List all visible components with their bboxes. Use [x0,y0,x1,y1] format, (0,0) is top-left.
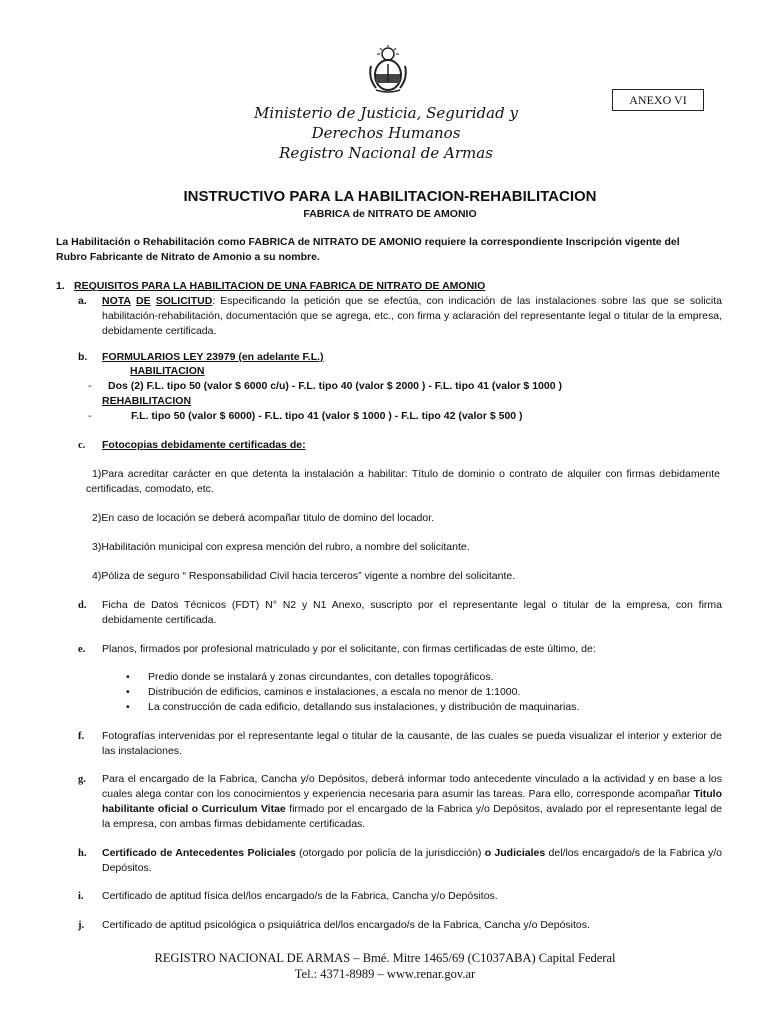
item-h-mid: (otorgado por policía de la jurisdicción) [295,847,485,859]
item-g-text [102,772,722,832]
item-j-text: Certificado de aptitud psicológica o psiquiátrica del/los encargado/s de la Fabrica, Cancha y/o Depósitos. [102,919,590,931]
item-h-bold1: Certificado de Antecedentes Policiales [102,847,296,859]
item-h-text [102,846,722,876]
annex-label: ANEXO VI [629,93,687,107]
item-b-letter: b. [78,351,88,363]
coat-of-arms-icon [366,44,410,94]
page-title: INSTRUCTIVO PARA LA HABILITACION-REHABILITACION [183,188,597,205]
ministry-line3: Registro Nacional de Armas [279,144,493,162]
item-e-letter: e. [78,644,86,655]
page-subtitle: FABRICA de NITRATO DE AMONIO [303,208,477,220]
ministry-line2: Derechos Humanos [311,124,461,142]
item-a-text [102,294,722,339]
item-a-letter: a. [78,295,87,307]
item-d-letter: d. [78,600,87,611]
item-e-bullet: • Distribución de edificios, caminos e instalaciones, a escala no menor de 1:1000. [126,685,716,700]
item-b-rehab-label: REHABILITACION [102,395,192,407]
item-e-bullet: • La construcción de cada edificio, detallando sus instalaciones, y distribución de maquinarias. [126,700,716,715]
item-e-bullets [126,670,716,715]
item-f-letter: f. [78,731,85,742]
item-b-hab-label: HABILITACION [130,365,205,377]
item-b-heading: FORMULARIOS LEY 23979 (en adelante F.L.) [102,351,324,363]
ministry-line1: Ministerio de Justicia, Seguridad y [254,104,518,122]
item-c-p4: 4)Póliza de seguro “ Responsabilidad Civil hacia terceros” vigente a nombre del solicitante. [92,570,516,582]
item-c-p2: 2)En caso de locación se deberá acompañar titulo de domino del locador. [92,512,435,524]
item-g-bold: Titulo habilitante oficial o Curriculum Vitae [102,788,722,815]
item-h-letter: h. [78,848,87,859]
item-a-de: DE [136,295,151,307]
footer-line2: Tel.: 4371-8989 – www.renar.gov.ar [294,967,476,981]
item-f-text: Fotografías intervenidas por el representante legal o titular de la causante, de las cuales se pueda visualizar el interior y exterior de las instalaciones. [102,730,722,757]
item-i-text: Certificado de aptitud física del/los encargado/s de la Fabrica, Cancha y/o Depósitos. [102,890,498,902]
item-b-hab-line: Dos (2) F.L. tipo 50 (valor $ 6000 c/u) - F.L. tipo 40 (valor $ 2000 ) - F.L. tipo 41 (valor $ 1000 ) [108,380,562,392]
section1-heading: REQUISITOS PARA LA HABILITACION DE UNA FABRICA DE NITRATO DE AMONIO [74,280,486,292]
item-b-rehab-dash: - [88,410,92,422]
item-b-hab-dash: - [88,380,92,392]
item-d-text: Ficha de Datos Técnicos (FDT) N° N2 y N1 Anexo, suscripto por el representante legal o titular de la empresa, con firma debidamente certificada. [102,599,722,626]
item-c-letter: c. [78,440,86,451]
item-g-letter: g. [78,774,86,785]
item-h-end: del/los encargado/s de la Fabrica y/o Depósitos. [102,847,722,874]
item-j-letter: j. [78,920,85,931]
item-c-heading: Fotocopias debidamente certificadas de: [102,439,306,451]
item-g-text-after: firmado por el encargado de la Fabrica y/o Depósitos, avalado por el representante legal de la empresa, con ambas firmas debidamente certificadas. [102,803,723,830]
item-c-p3: 3)Habilitación municipal con expresa mención del rubro, a nombre del solicitante. [92,541,470,553]
item-g-text-before: Para el encargado de la Fabrica, Cancha y/o Depósitos, deberá informar todo antecedente vinculado a la actividad y en base a los cuales alega contar con los conocimientos y experiencia necesaria para asumir las tareas. Para ello, corresponde acompañar [102,773,722,800]
intro-paragraph: La Habilitación o Rehabilitación como FABRICA de NITRATO DE AMONIO requiere la correspondiente Inscripción vigente del Rubro Fabricante de Nitrato de Amonio a su nombre. [56,236,680,263]
item-i-letter: i. [78,891,84,902]
item-a-solicitud: SOLICITUD [155,295,213,307]
item-e-text: Planos, firmados por profesional matriculado y por el solicitante, con firmas certificadas de este último, de: [102,643,596,655]
item-h-bold2: o Judiciales [484,847,546,859]
item-a-nota: NOTA [102,295,131,307]
item-c-p1: 1)Para acreditar carácter en que detenta la instalación a habilitar: Título de dominio o contrato de alquiler con firmas debidamente certificadas, comodato, etc. [86,468,720,495]
annex-box [612,89,704,111]
footer-line1: REGISTRO NACIONAL DE ARMAS – Bmé. Mitre 1465/69 (C1037ABA) Capital Federal [154,951,616,965]
item-b-rehab-line: F.L. tipo 50 (valor $ 6000) - F.L. tipo 41 (valor $ 1000 ) - F.L. tipo 42 (valor $ 500 ) [131,410,523,422]
section1-number: 1. [56,280,65,292]
item-e-bullet: • Predio donde se instalará y zonas circundantes, con detalles topográficos. [126,670,716,685]
item-a-body: : Especificando la petición que se efectúa, con indicación de las instalaciones sobre las que se solicita habilitación-rehabilitación, documentación que se agrega, etc., con firma y aclaración del representante legal o titular de la empresa, debidamente certificada. [102,295,722,337]
